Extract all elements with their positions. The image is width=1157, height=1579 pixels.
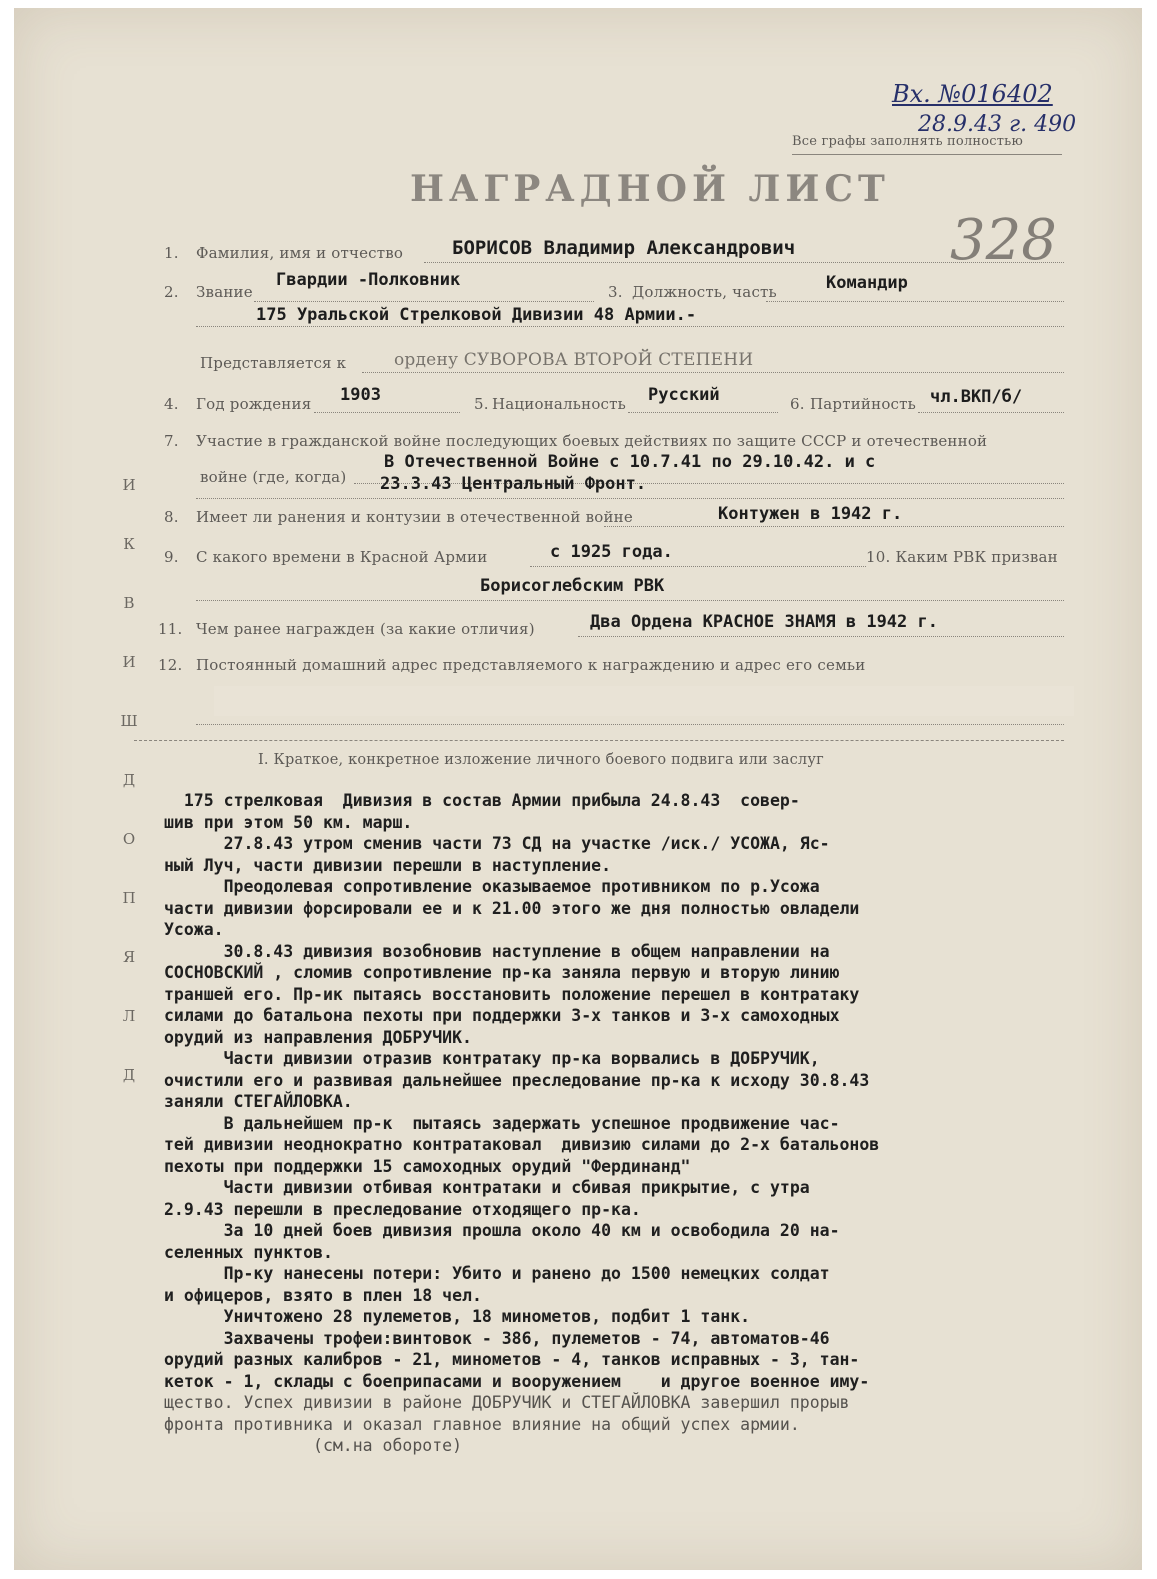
top-rule [792, 154, 1062, 155]
field-5-value: Русский [648, 385, 720, 405]
field-11-num: 11. [158, 620, 183, 638]
field-7-num: 7. [164, 432, 179, 450]
award-sheet [14, 8, 1142, 1570]
citation-line: орудий из направления ДОБРУЧИК. [164, 1027, 472, 1047]
citation-line: Части дивизии отразив контратаку пр-ка ворвались в ДОБРУЧИК, [164, 1049, 820, 1068]
binding-margin-text [118, 478, 140, 1127]
field-4-value: 1903 [340, 385, 381, 405]
field-1-label: Фамилия, имя и отчество [196, 244, 404, 262]
citation-line: и офицеров, взято в плен 18 чел. [164, 1285, 482, 1305]
field-9-num: 9. [164, 548, 179, 566]
sidebar-letter: О [122, 830, 136, 848]
field-1-num: 1. [164, 244, 179, 262]
citation-line: части дивизии форсировали ее и к 21.00 этого же дня полностью овладели [164, 898, 860, 918]
citation-line: силами до батальона пехоты при поддержки 3-х танков и 3-х самоходных [164, 1006, 840, 1025]
field-10-num: 10. [866, 548, 891, 566]
field-6-label: Партийность [810, 395, 917, 413]
field-12-label: Постоянный домашний адрес представляемого к награждению и адрес его семьи [196, 656, 866, 674]
sidebar-letter: Д [122, 1066, 136, 1084]
field-9-value: с 1925 года. [550, 542, 673, 562]
section1-heading: I. Краткое, конкретное изложение личного боевого подвига или заслуг [258, 752, 824, 768]
field-11-value: Два Ордена КРАСНОЕ ЗНАМЯ в 1942 г. [590, 612, 938, 632]
field-2-value: Гвардии -Полковник [276, 270, 461, 290]
citation-line: 175 стрелковая Дивизия в состав Армии прибыла 24.8.43 совер- [164, 791, 800, 810]
field-6-num: 6. [790, 395, 805, 413]
citation-line: ный Луч, части дивизии перешли в наступление. [164, 855, 612, 875]
field-9-label: С какого времени в Красной Армии [196, 548, 488, 566]
sidebar-letter: В [123, 594, 135, 612]
field-4-label: Год рождения [196, 395, 312, 413]
field-12-num: 12. [158, 656, 183, 674]
citation-line: фронта противника и оказал главное влияние на общий успех армии. [164, 1414, 800, 1434]
sidebar-letter: И [122, 476, 136, 494]
citation-line: селенных пунктов. [164, 1242, 333, 1262]
citation-line: заняли СТЕГАЙЛОВКА. [164, 1092, 353, 1111]
sidebar-letter: Д [122, 771, 136, 789]
citation-line: Преодолевая сопротивление оказываемое противником по р.Усожа [164, 877, 820, 896]
citation-line: Части дивизии отбивая контратаки и сбивая прикрытие, с утра [164, 1178, 810, 1197]
citation-line: пехоты при поддержки 15 самоходных орудий "Фердинанд" [164, 1156, 691, 1176]
citation-line: шив при этом 50 км. марш. [164, 812, 413, 832]
citation-body [164, 790, 1104, 1457]
unit-value: 175 Уральской Стрелковой Дивизии 48 Армии.- [256, 305, 697, 325]
field-7-value-2: 23.3.43 Центральный Фронт. [380, 474, 647, 494]
citation-line: орудий разных калибров - 21, минометов - 4, танков исправных - 3, тан- [164, 1350, 860, 1369]
incoming-number: Вх. №016402 [892, 80, 1053, 108]
field-7-value: В Отечественной Войне с 10.7.41 по 29.10.42. и с [384, 452, 876, 472]
citation-line: траншей его. Пр-ик пытаясь восстановить положение перешел в контратаку [164, 984, 860, 1004]
sidebar-letter: Ш [120, 712, 138, 730]
field-2-label: Звание [196, 283, 253, 301]
field-3-num: 3. [608, 283, 623, 301]
citation-line: щество. Успех дивизии в районе ДОБРУЧИК и СТЕГАЙЛОВКА завершил прорыв [164, 1393, 850, 1412]
field-10-label [866, 548, 1058, 566]
incoming-date: 28.9.43 г. 490 [918, 112, 1077, 137]
field-10-value: Борисоглебским РВК [480, 576, 665, 596]
field-11-label: Чем ранее награжден (за какие отличия) [196, 620, 535, 638]
citation-line: (см.на обороте) [164, 1436, 463, 1455]
sidebar-letter: К [123, 535, 135, 553]
field-8-num: 8. [164, 508, 179, 526]
represented-label: Представляется к [200, 354, 347, 372]
pencil-number: 328 [950, 208, 1057, 273]
sidebar-letter: П [122, 889, 136, 907]
field-7-label-2: войне (где, когда) [200, 468, 347, 486]
field-7-label: Участие в гражданской войне последующих боевых действиях по защите СССР и отечественной [196, 432, 988, 450]
document-title: НАГРАДНОЙ ЛИСТ [410, 168, 890, 210]
citation-line: За 10 дней боев дивизия прошла около 40 км и освободила 20 на- [164, 1221, 840, 1240]
citation-line: В дальнейшем пр-к пытаясь задержать успешное продвижение час- [164, 1113, 840, 1133]
citation-line: тей дивизии неоднократно контратаковал дивизию силами до 2-х батальонов [164, 1135, 880, 1154]
citation-line: 27.8.43 утром сменив части 73 СД на участке /иск./ УСОЖА, Яс- [164, 834, 830, 853]
citation-line: 2.9.43 перешли в преследование отходящего пр-ка. [164, 1199, 641, 1219]
sidebar-letter: И [122, 653, 136, 671]
instruction-note: Все графы заполнять полностью [792, 134, 1023, 149]
citation-line: Усожа. [164, 920, 224, 939]
sidebar-letter: Я [122, 948, 136, 966]
citation-line: кеток - 1, склады с боеприпасами и вооружением и другое военное иму- [164, 1371, 870, 1391]
field-5-num: 5. [474, 395, 489, 413]
field-10-label-text: Каким РВК призван [895, 548, 1058, 566]
citation-line: Уничтожено 28 пулеметов, 18 минометов, подбит 1 танк. [164, 1307, 751, 1326]
field-6-value: чл.ВКП/б/ [930, 387, 1023, 407]
citation-line: СОСНОВСКИЙ , сломив сопротивление пр-ка заняла первую и вторую линию [164, 963, 840, 982]
field-3-value: Командир [826, 273, 908, 293]
field-2-num: 2. [164, 283, 179, 301]
redacted-address [214, 686, 1074, 716]
field-8-label: Имеет ли ранения и контузии в отечественной войне [196, 508, 633, 526]
citation-line: очистили его и развивая дальнейшее преследование пр-ка к исходу 30.8.43 [164, 1070, 870, 1090]
field-1-value: БОРИСОВ Владимир Александрович [452, 237, 796, 259]
field-8-value: Контужен в 1942 г. [718, 504, 903, 524]
citation-line: 30.8.43 дивизия возобновив наступление в общем направлении на [164, 941, 830, 961]
citation-line: Захвачены трофеи:винтовок - 386, пулеметов - 74, автоматов-46 [164, 1328, 830, 1348]
represented-value: ордену СУВОРОВА ВТОРОЙ СТЕПЕНИ [394, 350, 754, 370]
field-4-num: 4. [164, 395, 179, 413]
field-3-label: Должность, часть [632, 283, 777, 301]
sidebar-letter: Л [122, 1007, 136, 1025]
field-5-label: Национальность [492, 395, 627, 413]
citation-line: Пр-ку нанесены потери: Убито и ранено до 1500 немецких солдат [164, 1264, 830, 1283]
section-separator [134, 740, 1064, 741]
